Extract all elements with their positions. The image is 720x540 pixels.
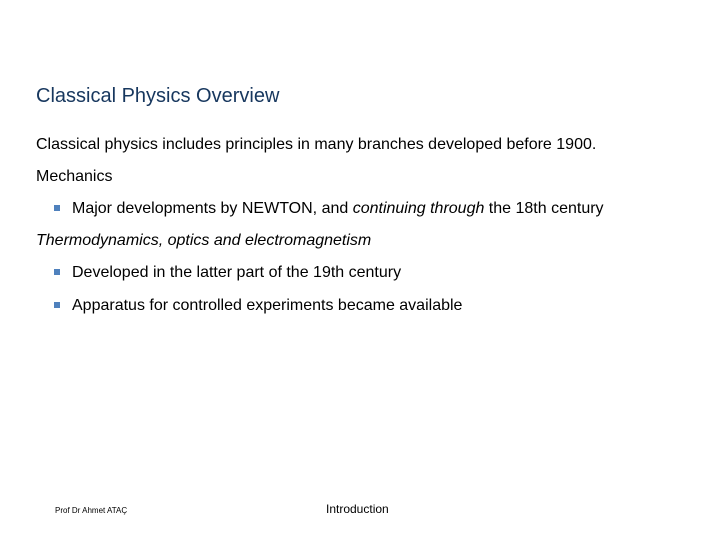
- mechanics-bullet-text-part3: the 18th century: [484, 200, 604, 217]
- footer-section: Introduction: [326, 502, 389, 516]
- thermo-bullet-2: [54, 297, 462, 315]
- mechanics-bullet-text-italic: continuing through: [352, 200, 485, 217]
- thermo-bullet-1: [54, 264, 401, 282]
- intro-text: Classical physics includes principles in many branches developed before 1900.: [36, 136, 597, 153]
- square-bullet-icon: [54, 205, 60, 211]
- slide-title: Classical Physics Overview: [36, 85, 280, 107]
- mechanics-bullet: [54, 200, 604, 218]
- footer-author: Prof Dr Ahmet ATAÇ: [55, 506, 128, 515]
- mechanics-bullet-text: [72, 200, 604, 218]
- square-bullet-icon: [54, 302, 60, 308]
- thermo-bullet-text: Apparatus for controlled experiments became available: [72, 297, 463, 314]
- mechanics-bullet-text-part1: Major developments by NEWTON, and: [72, 200, 353, 217]
- square-bullet-icon: [54, 269, 60, 275]
- mechanics-heading: Mechanics: [36, 168, 113, 185]
- thermo-heading: Thermodynamics, optics and electromagnetism: [36, 232, 372, 249]
- thermo-bullet-text: Developed in the latter part of the 19th century: [72, 264, 402, 281]
